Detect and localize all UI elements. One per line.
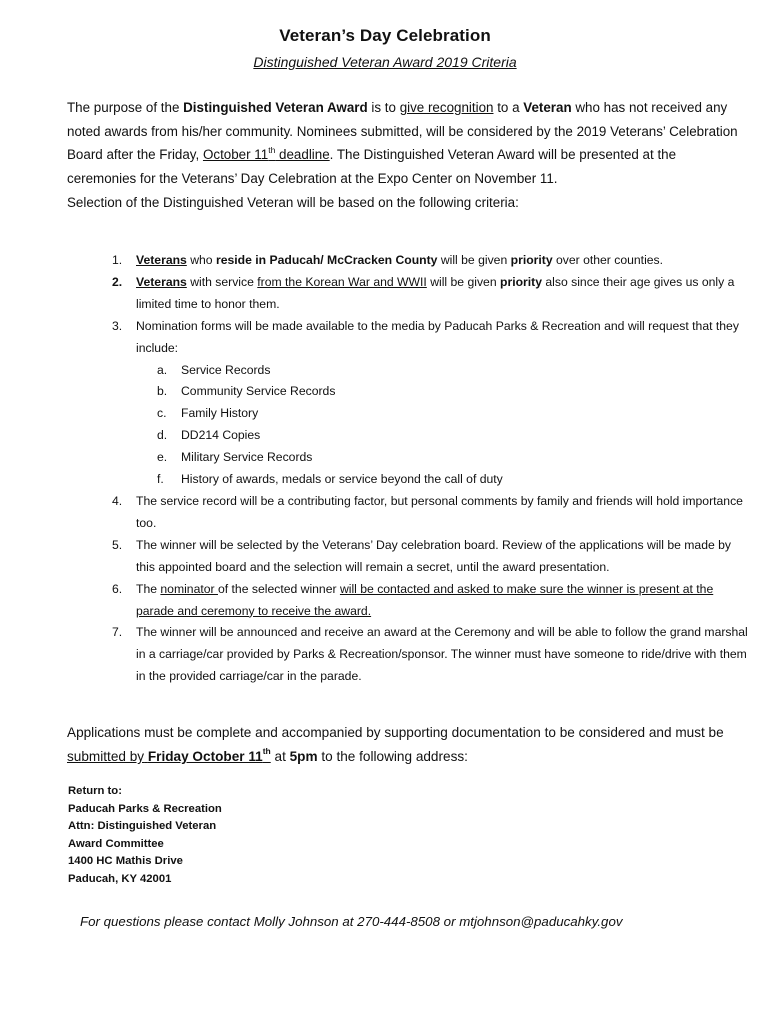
intro-text-3: to a xyxy=(493,100,524,115)
address-line: Return to: xyxy=(68,785,122,797)
item-text: will be given xyxy=(437,253,511,267)
criteria-list xyxy=(0,250,770,688)
service-era-text: from the Korean War and WWII xyxy=(257,274,427,289)
selection-line: Selection of the Distinguished Veteran will be based on the following criteria: xyxy=(67,194,519,210)
deadline-date: October 11 xyxy=(202,147,269,163)
page-subtitle: Distinguished Veteran Award 2019 Criteria xyxy=(253,54,517,70)
list-item xyxy=(0,491,748,535)
item-text: who xyxy=(186,253,216,267)
give-recognition-text: give recognition xyxy=(399,100,494,115)
item-number: 1. xyxy=(112,253,123,267)
sub-text: Service Records xyxy=(181,362,271,377)
deadline-sup: th xyxy=(268,144,276,155)
nominator-text: nominator xyxy=(160,581,218,596)
contact-winner-text: will be contacted and asked to make sure the winner is present at the parade and ceremony to receive the award. xyxy=(136,581,714,618)
address-line: Attn: Distinguished Veteran xyxy=(68,820,217,833)
item-text: of the selected winner xyxy=(217,581,340,596)
list-item xyxy=(0,272,748,316)
friday-sup: th xyxy=(262,746,271,757)
sublist-item xyxy=(136,403,748,425)
priority-text: priority xyxy=(500,274,542,289)
sublist-item xyxy=(136,381,748,403)
list-item xyxy=(0,250,748,272)
address-line: Paducah Parks & Recreation xyxy=(68,802,222,815)
item-text: over other counties. xyxy=(552,253,664,267)
friday-date-text: Friday October 11 xyxy=(147,749,263,764)
list-item xyxy=(0,316,748,491)
required-documents-list xyxy=(136,360,748,491)
intro-text-2: is to xyxy=(367,100,400,115)
item-text: The xyxy=(136,581,161,596)
page-title: Veteran’s Day Celebration xyxy=(279,26,491,45)
item-number: 5. xyxy=(112,537,123,552)
intro-text-5: . The Distinguished Veteran Award will be presented at the ceremonies for the Veterans’ Day Celebration at the Expo Center on November 11. xyxy=(67,147,677,187)
item-text: The service record will be a contributing factor, but personal comments by family and friends will hold importance too. xyxy=(136,493,743,530)
veterans-text: Veterans xyxy=(136,274,187,289)
list-item xyxy=(0,579,748,623)
submitted-by-words: submitted by xyxy=(67,749,145,764)
sub-text: History of awards, medals or service beyond the call of duty xyxy=(181,472,503,487)
contact-line: For questions please contact Molly Johnson at 270-444-8508 or mtjohnson@paducahky.gov xyxy=(80,914,623,929)
award-name: Distinguished Veteran Award xyxy=(183,100,368,115)
sub-text: Military Service Records xyxy=(181,450,313,465)
item-number: 3. xyxy=(112,318,123,333)
list-item xyxy=(0,622,748,688)
sublist-item xyxy=(136,425,748,447)
address-line: Paducah, KY 42001 xyxy=(68,872,172,885)
sub-text: DD214 Copies xyxy=(181,428,261,443)
item-number: 2. xyxy=(112,274,123,289)
sub-letter: b. xyxy=(157,384,168,399)
sub-letter: d. xyxy=(157,428,168,443)
sublist-item xyxy=(136,360,748,382)
sublist-item xyxy=(136,469,748,491)
item-text: also since their age gives us only a limited time to honor them. xyxy=(136,274,735,311)
address-line: Award Committee xyxy=(68,837,164,850)
sublist-item xyxy=(136,447,748,469)
sub-text: Family History xyxy=(181,406,259,421)
deadline-word: deadline xyxy=(275,147,330,163)
item-number: 7. xyxy=(112,625,123,640)
sub-letter: a. xyxy=(157,362,168,377)
submitted-by-text xyxy=(67,746,271,764)
closing-paragraph xyxy=(67,721,757,769)
item-text: The winner will be selected by the Veterans’ Day celebration board. Review of the applications will be made by this appointed board and the selection will remain a secret, until the award presentation. xyxy=(136,537,732,574)
closing-text: at xyxy=(270,749,290,764)
veteran-text: Veteran xyxy=(523,100,572,115)
sub-letter: c. xyxy=(157,406,167,421)
return-address xyxy=(68,783,222,889)
item-number: 4. xyxy=(112,493,123,508)
sub-text: Community Service Records xyxy=(181,384,336,399)
item-text: The winner will be announced and receive an award at the Ceremony and will be able to follow the grand marshal in a carriage/car provided by Parks & Recreation/sponsor. The winner must have someone to ride/drive with them in the provided carriage/car in the parade. xyxy=(136,625,748,684)
priority-text: priority xyxy=(510,253,553,267)
friday-date xyxy=(147,746,271,764)
list-item xyxy=(0,535,748,579)
item-text: Nomination forms will be made available to the media by Paducah Parks & Recreation and will request that they include: xyxy=(136,318,739,355)
reside-text: reside in Paducah/ McCracken County xyxy=(215,253,438,267)
veterans-text: Veterans xyxy=(136,253,187,267)
closing-text: Applications must be complete and accompanied by supporting documentation to be considered and must be xyxy=(67,725,724,740)
item-number: 6. xyxy=(112,581,123,596)
intro-text-4: who has not received any noted awards from his/her community. Nominees submitted, will be considered by the 2019 Veterans’ Celebration Board after the Friday, xyxy=(67,100,738,163)
sub-letter: f. xyxy=(157,472,164,487)
time-text: 5pm xyxy=(289,749,318,764)
item-text: will be given xyxy=(426,274,500,289)
intro-paragraph xyxy=(67,96,747,215)
closing-text: to the following address: xyxy=(317,749,468,764)
intro-text-1: The purpose of the xyxy=(67,100,184,115)
sub-letter: e. xyxy=(157,450,168,465)
item-text: with service xyxy=(186,274,258,289)
address-line: 1400 HC Mathis Drive xyxy=(68,855,183,868)
deadline-text xyxy=(202,144,330,163)
